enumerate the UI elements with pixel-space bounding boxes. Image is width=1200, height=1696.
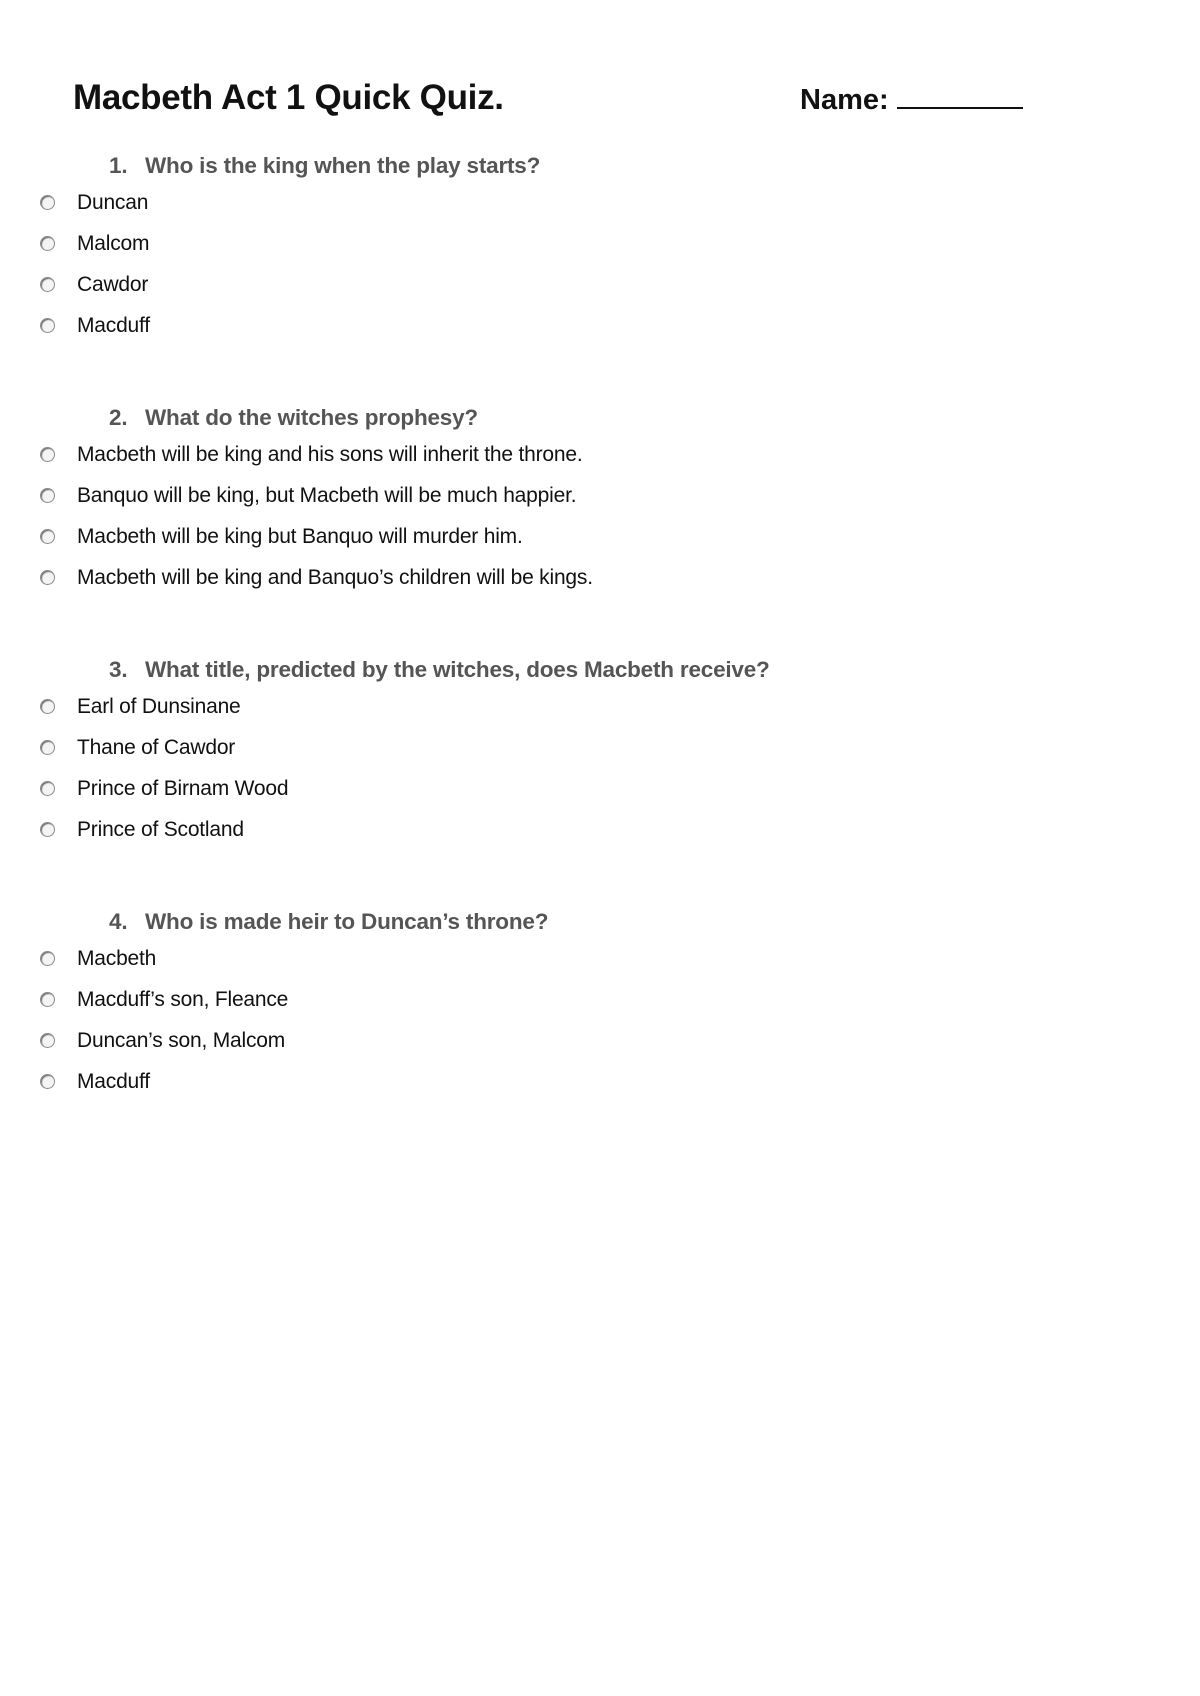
option-radio[interactable]	[38, 818, 1038, 848]
question-label: What title, predicted by the witches, does Macbeth receive?	[145, 657, 770, 682]
question-number: 3.	[109, 657, 128, 682]
question-text	[109, 405, 478, 431]
radio-button-icon[interactable]	[40, 447, 55, 462]
option-radio[interactable]	[38, 947, 1038, 977]
radio-button-icon[interactable]	[40, 195, 55, 210]
option-label: Banquo will be king, but Macbeth will be much happier.	[77, 484, 577, 507]
question-text	[109, 153, 540, 179]
question-label: Who is made heir to Duncan’s throne?	[145, 909, 549, 934]
option-radio[interactable]	[38, 273, 1038, 303]
option-radio[interactable]	[38, 232, 1038, 262]
radio-button-icon[interactable]	[40, 236, 55, 251]
radio-button-icon[interactable]	[40, 951, 55, 966]
option-label: Cawdor	[77, 273, 149, 296]
option-label: Duncan’s son, Malcom	[77, 1029, 286, 1052]
question-label: Who is the king when the play starts?	[145, 153, 541, 178]
name-label: Name:	[800, 84, 889, 116]
option-label: Macduff	[77, 1070, 150, 1093]
option-label: Macbeth will be king but Banquo will murder him.	[77, 525, 523, 548]
radio-button-icon[interactable]	[40, 699, 55, 714]
option-label: Macbeth	[77, 947, 157, 970]
option-radio[interactable]	[38, 566, 1038, 596]
question-number: 1.	[109, 153, 128, 178]
radio-button-icon[interactable]	[40, 529, 55, 544]
option-radio[interactable]	[38, 988, 1038, 1018]
option-radio[interactable]	[38, 695, 1038, 725]
option-label: Prince of Scotland	[77, 818, 244, 841]
radio-button-icon[interactable]	[40, 740, 55, 755]
option-radio[interactable]	[38, 191, 1038, 221]
option-radio[interactable]	[38, 443, 1038, 473]
option-label: Malcom	[77, 232, 150, 255]
option-label: Macduff’s son, Fleance	[77, 988, 289, 1011]
question-text	[109, 909, 548, 935]
page-title: Macbeth Act 1 Quick Quiz.	[73, 78, 504, 117]
option-radio[interactable]	[38, 777, 1038, 807]
question-number: 2.	[109, 405, 128, 430]
option-radio[interactable]	[38, 1029, 1038, 1059]
question-text	[109, 657, 770, 683]
radio-button-icon[interactable]	[40, 318, 55, 333]
option-label: Prince of Birnam Wood	[77, 777, 289, 800]
option-radio[interactable]	[38, 1070, 1038, 1100]
option-label: Macbeth will be king and Banquo’s children will be kings.	[77, 566, 593, 589]
question-label: What do the witches prophesy?	[145, 405, 478, 430]
option-radio[interactable]	[38, 484, 1038, 514]
radio-button-icon[interactable]	[40, 570, 55, 585]
option-label: Macbeth will be king and his sons will inherit the throne.	[77, 443, 583, 466]
option-radio[interactable]	[38, 525, 1038, 555]
question-number: 4.	[109, 909, 128, 934]
radio-button-icon[interactable]	[40, 781, 55, 796]
radio-button-icon[interactable]	[40, 992, 55, 1007]
name-blank-line[interactable]	[897, 85, 1023, 109]
radio-button-icon[interactable]	[40, 1074, 55, 1089]
option-label: Earl of Dunsinane	[77, 695, 241, 718]
radio-button-icon[interactable]	[40, 1033, 55, 1048]
radio-button-icon[interactable]	[40, 488, 55, 503]
name-field[interactable]	[800, 84, 1023, 117]
option-label: Duncan	[77, 191, 149, 214]
option-label: Macduff	[77, 314, 150, 337]
option-radio[interactable]	[38, 736, 1038, 766]
radio-button-icon[interactable]	[40, 822, 55, 837]
option-label: Thane of Cawdor	[77, 736, 236, 759]
radio-button-icon[interactable]	[40, 277, 55, 292]
option-radio[interactable]	[38, 314, 1038, 344]
